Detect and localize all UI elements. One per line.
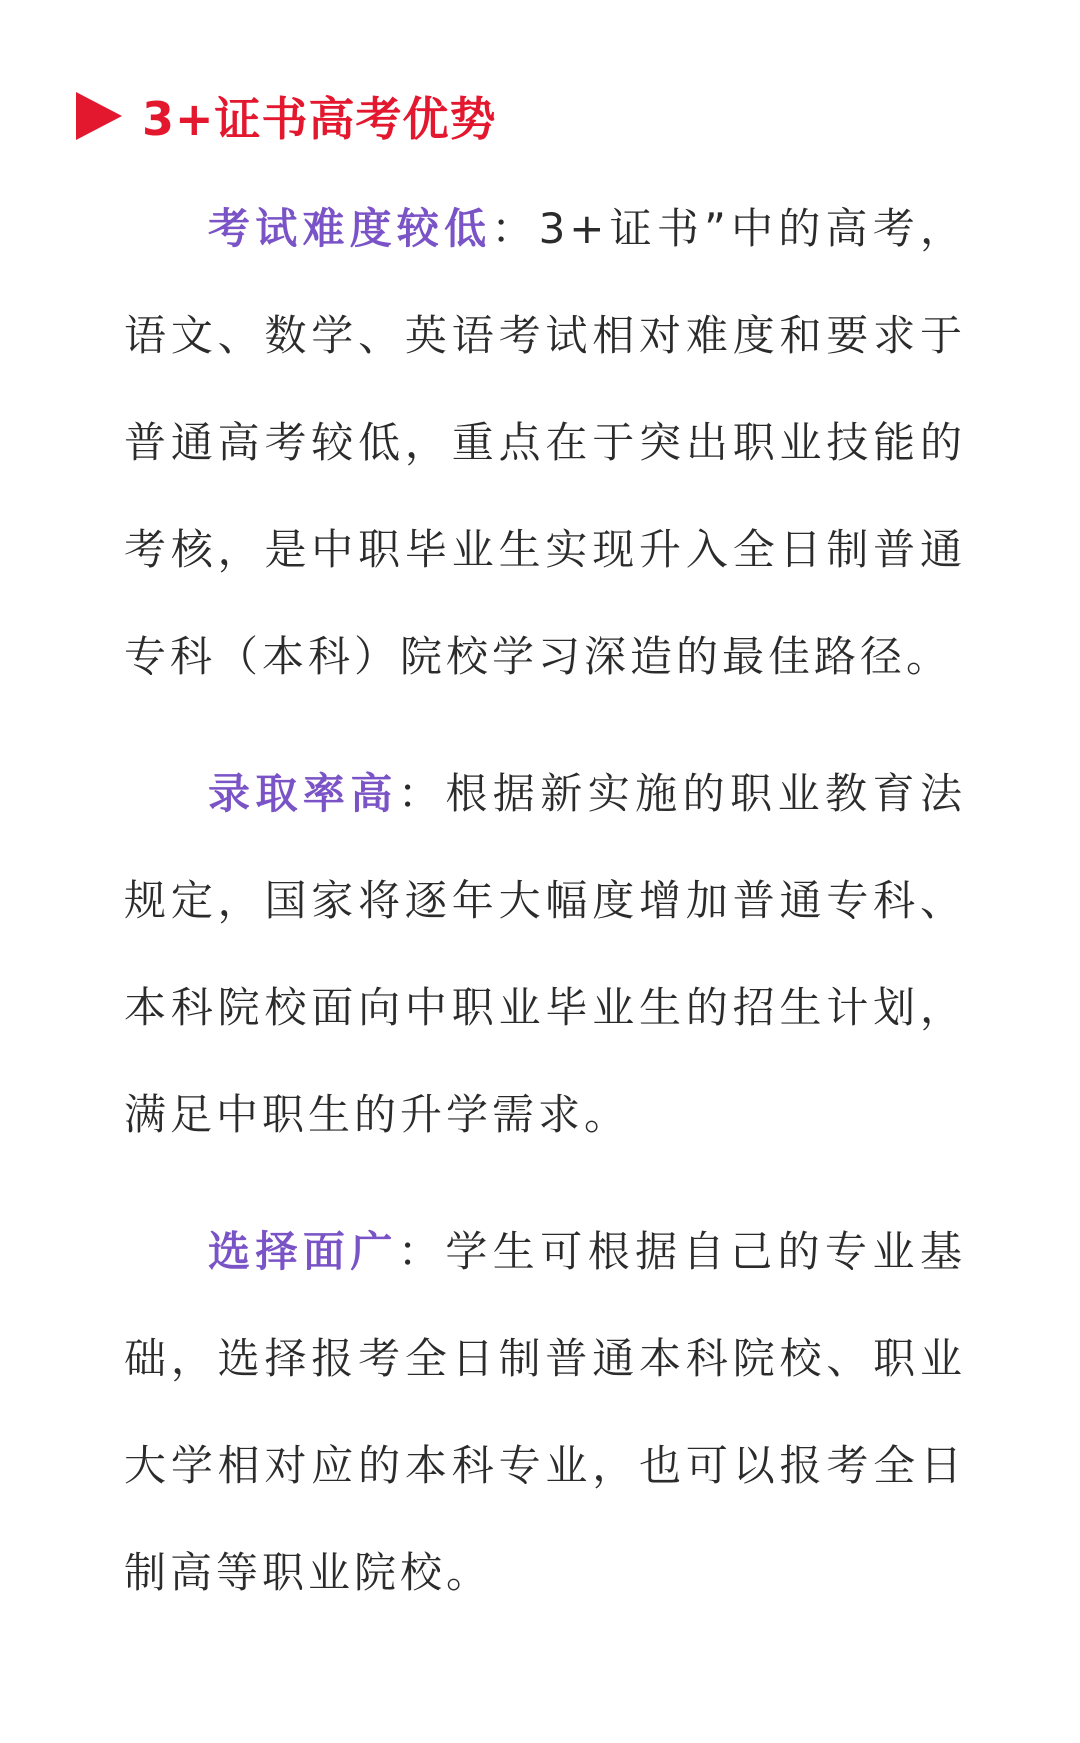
paragraph-difficulty — [124, 175, 966, 710]
keyword-difficulty: 考试难度较低 — [208, 204, 492, 253]
article-body — [124, 175, 966, 1656]
paragraph-text: 根据新实施的职业教育法规定，国家将逐年大幅度增加普通专科、本科院校面向中职业毕业生的招生计划，满足中职生的升学需求。 — [124, 769, 966, 1139]
paragraph-admission-rate — [124, 740, 966, 1168]
paragraph-wide-choice — [124, 1198, 966, 1626]
keyword-separator: ： — [491, 204, 539, 253]
keyword-separator: ： — [397, 769, 446, 818]
play-triangle-icon — [76, 92, 122, 140]
section-heading — [76, 86, 497, 146]
paragraph-text: 学生可根据自己的专业基础，选择报考全日制普通本科院校、职业大学相对应的本科专业，也可以报考全日制高等职业院校。 — [124, 1227, 966, 1597]
keyword-admission-rate: 录取率高 — [208, 769, 398, 818]
heading-title: 3+证书高考优势 — [142, 92, 497, 146]
paragraph-text: 3+证书”中的高考，语文、数学、英语考试相对难度和要求于普通高考较低，重点在于突出职业技能的考核，是中职毕业生实现升入全日制普通专科（本科）院校学习深造的最佳路径。 — [124, 204, 966, 681]
keyword-separator: ： — [397, 1227, 446, 1276]
keyword-wide-choice: 选择面广 — [208, 1227, 398, 1276]
